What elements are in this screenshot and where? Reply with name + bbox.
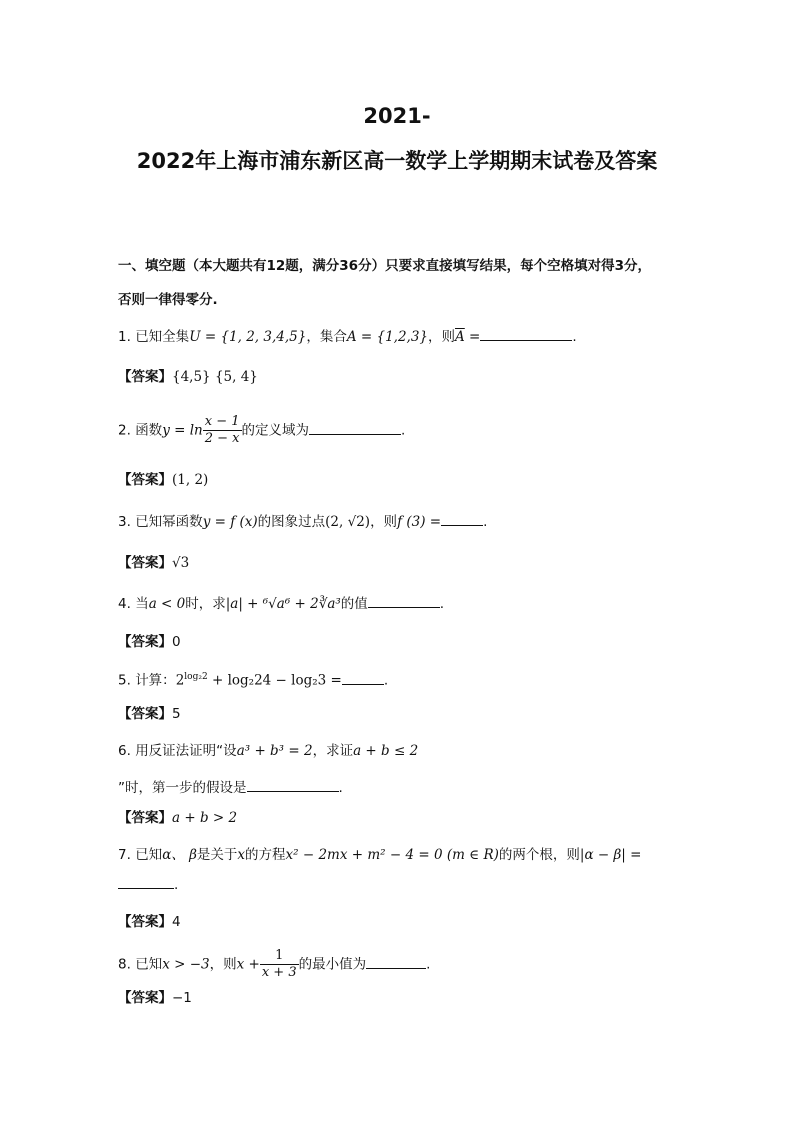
q4-number: 4. [118,596,131,612]
q5-number: 5. [118,672,131,689]
answer-3-label: 【答案】 [118,555,172,571]
q2-answer-blank [309,420,401,435]
q3-point: (2, √2) [325,514,371,530]
q7-variable: x [237,847,246,863]
q8-fraction [260,948,299,981]
q7-post: 的两个根，则 [498,847,580,863]
q2-numerator: x − 1 [204,414,240,429]
q7-answer-blank [118,874,174,889]
answer-2-label: 【答案】 [118,472,172,488]
q5-base: 2 [175,672,185,689]
q7-mid2: 的方程 [245,847,286,863]
q3-f3: f (3) = [397,514,442,530]
answer-4 [118,632,181,652]
q7-difference: |α − β| = [579,847,642,863]
question-4 [118,593,444,614]
answer-7 [118,912,181,932]
q2-func: y = ln [162,422,203,439]
q3-answer-blank [441,511,483,526]
question-8 [118,948,430,981]
q7-pre: 已知 [135,847,163,863]
q2-pre: 函数 [135,422,163,439]
answer-7-label: 【答案】 [118,914,172,930]
question-6-line-2 [118,777,343,798]
question-7 [118,845,641,865]
q1-set-a: A = {1,2,3} [346,329,429,345]
q8-end: . [426,956,431,973]
q4-post: 的值 [340,596,368,612]
q3-end: . [483,514,488,530]
answer-4-label: 【答案】 [118,634,172,650]
q1-complement-a: $\overline{A}$ [455,329,465,345]
answer-3 [118,553,189,573]
section-intro-2: 否则一律得零分. [118,292,218,308]
q4-pre: 当 [135,596,149,612]
q8-answer-blank [366,954,426,969]
question-3 [118,511,487,532]
answer-7-value: 4 [172,914,181,930]
question-7-line-2 [118,874,178,895]
q4-answer-blank [368,593,440,608]
q5-end: . [383,672,389,689]
answer-4-value: 0 [172,634,181,650]
answer-1-label: 【答案】 [118,369,172,385]
q7-mid: 是关于 [196,847,238,863]
answer-2 [118,470,208,490]
title-line-2: 2022年上海市浦东新区高一数学上学期期末试卷及答案 [136,149,658,173]
q6-answer-blank [247,777,339,792]
q1-answer-blank [480,326,572,341]
q1-post: ，则 [428,329,456,345]
answer-1-value: {4,5} {5, 4} [172,369,258,385]
q3-number: 3. [118,514,131,530]
q8-post: 的最小值为 [298,956,367,973]
answer-6-value: a + b > 2 [172,810,238,826]
question-2 [118,414,405,447]
q7-end: . [174,877,179,893]
q4-condition: a < 0 [148,596,186,612]
q8-condition: x > −3 [162,956,210,973]
q4-expression: |a| + ⁶√a⁶ + 2∛a³ [225,596,341,612]
q6-end: . [338,780,343,796]
question-5 [118,667,388,691]
answer-5 [118,704,181,724]
q2-fraction [203,414,242,447]
q2-number: 2. [118,422,131,439]
q8-mid: ，则 [209,956,237,973]
q1-end: . [572,329,577,345]
answer-2-value: (1, 2) [172,472,209,488]
q8-numerator: 1 [260,948,299,965]
q1-mid: ，集合 [306,329,347,345]
section-intro-1: 一、填空题（本大题共有12题，满分36分）只要求直接填写结果，每个空格填对得3分， [118,258,651,274]
q7-roots: α、 β [162,847,197,863]
q8-number: 8. [118,956,131,973]
q5-exponent: log₂2 [184,672,208,682]
q6-claim: a + b ≤ 2 [353,743,419,759]
answer-8-label: 【答案】 [118,990,172,1006]
answer-5-value: 5 [172,706,181,722]
q1-eq: = [464,329,481,345]
q3-func: y = f (x) [202,514,258,530]
q8-denominator: x + 3 [261,965,297,980]
q5-pre: 计算： [135,672,176,689]
q3-post: ，则 [370,514,398,530]
q2-end: . [401,422,406,439]
q3-mid: 的图象过点 [257,514,326,530]
answer-3-value: √3 [172,555,190,571]
title-line-1: 2021- [363,104,431,128]
q2-post: 的定义域为 [241,422,309,439]
q1-number: 1. [118,329,131,345]
q3-pre: 已知幂函数 [135,514,203,530]
q8-xplus: x + [236,956,260,973]
q6-mid: ，求证 [312,743,354,759]
q1-pre: 已知全集 [135,329,190,345]
q6-expression: a³ + b³ = 2 [236,743,313,759]
q6-pre: 用反证法证明“设 [135,743,237,759]
answer-5-label: 【答案】 [118,706,172,722]
q1-universal-set: U = {1, 2, 3,4,5} [189,329,307,345]
answer-6-label: 【答案】 [118,810,172,826]
answer-8 [118,988,192,1008]
q5-answer-blank [342,670,384,685]
q4-end: . [439,596,445,612]
q7-equation: x² − 2mx + m² − 4 = 0 (m ∈ R) [285,847,499,863]
q6-number: 6. [118,743,131,759]
question-6 [118,741,418,761]
q4-mid: 时，求 [185,596,226,612]
q2-denominator: 2 − x [204,431,240,446]
question-1 [118,326,577,347]
answer-1 [118,367,258,387]
answer-6 [118,808,237,828]
q8-pre: 已知 [135,956,163,973]
q5-rest: + log₂24 − log₂3 = [207,672,342,689]
q6-line2: ”时，第一步的假设是 [118,780,247,796]
answer-8-value: −1 [172,990,192,1006]
q7-number: 7. [118,847,131,863]
